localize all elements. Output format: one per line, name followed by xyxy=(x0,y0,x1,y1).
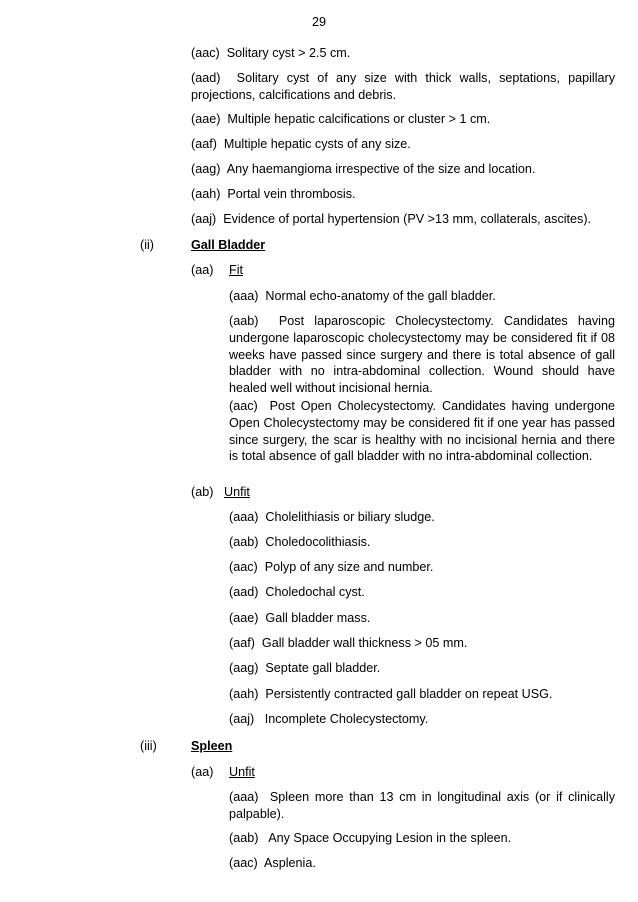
item-text: Any Space Occupying Lesion in the spleen. xyxy=(268,831,512,845)
item-text: Asplenia. xyxy=(264,856,316,870)
item-tag: (aad) xyxy=(229,585,259,599)
subsection-title: Unfit xyxy=(224,485,250,499)
subsection-title: Fit xyxy=(229,263,243,277)
item-tag: (aae) xyxy=(229,611,259,625)
item-tag: (aag) xyxy=(191,162,221,176)
item-tag: (aac) xyxy=(191,46,220,60)
item-tag: (aag) xyxy=(229,661,259,675)
item-text: Choledochal cyst. xyxy=(265,585,365,599)
item-tag: (aad) xyxy=(191,71,221,85)
list-item xyxy=(229,584,365,601)
list-item xyxy=(191,186,356,203)
list-item xyxy=(229,610,370,627)
list-item xyxy=(191,211,591,228)
list-item xyxy=(229,686,552,703)
section-number: (ii) xyxy=(140,238,154,252)
item-tag: (aab) xyxy=(229,831,259,845)
item-tag: (aaf) xyxy=(229,636,255,650)
item-text: Septate gall bladder. xyxy=(265,661,381,675)
list-item xyxy=(229,313,615,397)
item-tag: (aae) xyxy=(191,112,221,126)
item-text: Gall bladder mass. xyxy=(265,611,371,625)
item-text: Incomplete Cholecystectomy. xyxy=(264,712,429,726)
item-tag: (aah) xyxy=(229,687,259,701)
item-text: Post Open Cholecystectomy. Candidates having undergone Open Cholecystectomy may be considered fit if one year has passed since surgery, the scar is healthy with no incisional hernia and there is total absence of gall bladder with no intra-abdominal collection. xyxy=(229,399,615,464)
list-item xyxy=(229,398,615,465)
section-title: Gall Bladder xyxy=(191,238,266,252)
item-text: Multiple hepatic cysts of any size. xyxy=(223,137,411,151)
list-item xyxy=(229,789,615,823)
item-text: Evidence of portal hypertension (PV >13 mm, collaterals, ascites). xyxy=(223,212,592,226)
item-text: Choledocolithiasis. xyxy=(265,535,371,549)
item-tag: (aaj) xyxy=(229,712,255,726)
item-tag: (aaa) xyxy=(229,790,259,804)
item-text: Any haemangioma irrespective of the size and location. xyxy=(226,162,536,176)
item-text: Solitary cyst of any size with thick walls, septations, papillary projections, calcifications and debris. xyxy=(191,71,616,102)
item-text: Gall bladder wall thickness > 05 mm. xyxy=(261,636,468,650)
list-item xyxy=(229,830,511,847)
page-number: 29 xyxy=(311,15,326,29)
item-text: Solitary cyst > 2.5 cm. xyxy=(226,46,351,60)
list-item xyxy=(229,711,428,728)
subsection-tag: (aa) xyxy=(191,765,214,779)
list-item xyxy=(191,70,615,104)
list-item xyxy=(229,534,370,551)
subsection-title: Unfit xyxy=(229,765,255,779)
item-tag: (aac) xyxy=(229,399,258,413)
subsection-tag: (ab) xyxy=(191,485,214,499)
item-text: Post laparoscopic Cholecystectomy. Candidates having undergone laparoscopic cholecystectomy may be considered fit if 08 weeks have passed since surgery and there is total absence of gall bladder with no intra-abdominal collection. Wound should have healed well without incisional hernia. xyxy=(229,314,615,396)
item-tag: (aaa) xyxy=(229,510,259,524)
section-title: Spleen xyxy=(191,739,233,753)
list-item xyxy=(229,559,433,576)
item-text: Persistently contracted gall bladder on repeat USG. xyxy=(265,687,553,701)
list-item xyxy=(191,136,411,153)
list-item xyxy=(229,635,467,652)
item-tag: (aac) xyxy=(229,856,258,870)
item-tag: (aac) xyxy=(229,560,258,574)
item-tag: (aab) xyxy=(229,535,259,549)
item-text: Spleen more than 13 cm in longitudinal axis (or if clinically palpable). xyxy=(229,790,615,821)
item-tag: (aaf) xyxy=(191,137,217,151)
item-tag: (aab) xyxy=(229,314,259,328)
item-text: Polyp of any size and number. xyxy=(264,560,434,574)
item-tag: (aah) xyxy=(191,187,221,201)
list-item xyxy=(229,660,380,677)
item-text: Normal echo-anatomy of the gall bladder. xyxy=(265,289,496,303)
item-text: Portal vein thrombosis. xyxy=(227,187,356,201)
item-text: Multiple hepatic calcifications or cluster > 1 cm. xyxy=(227,112,491,126)
subsection-tag: (aa) xyxy=(191,263,214,277)
section-number: (iii) xyxy=(140,739,157,753)
item-tag: (aaa) xyxy=(229,289,259,303)
list-item xyxy=(229,855,316,872)
item-tag: (aaj) xyxy=(191,212,217,226)
item-text: Cholelithiasis or biliary sludge. xyxy=(265,510,435,524)
list-item xyxy=(191,111,490,128)
list-item xyxy=(191,161,535,178)
list-item xyxy=(229,509,435,526)
list-item xyxy=(229,288,496,305)
list-item xyxy=(191,45,350,62)
